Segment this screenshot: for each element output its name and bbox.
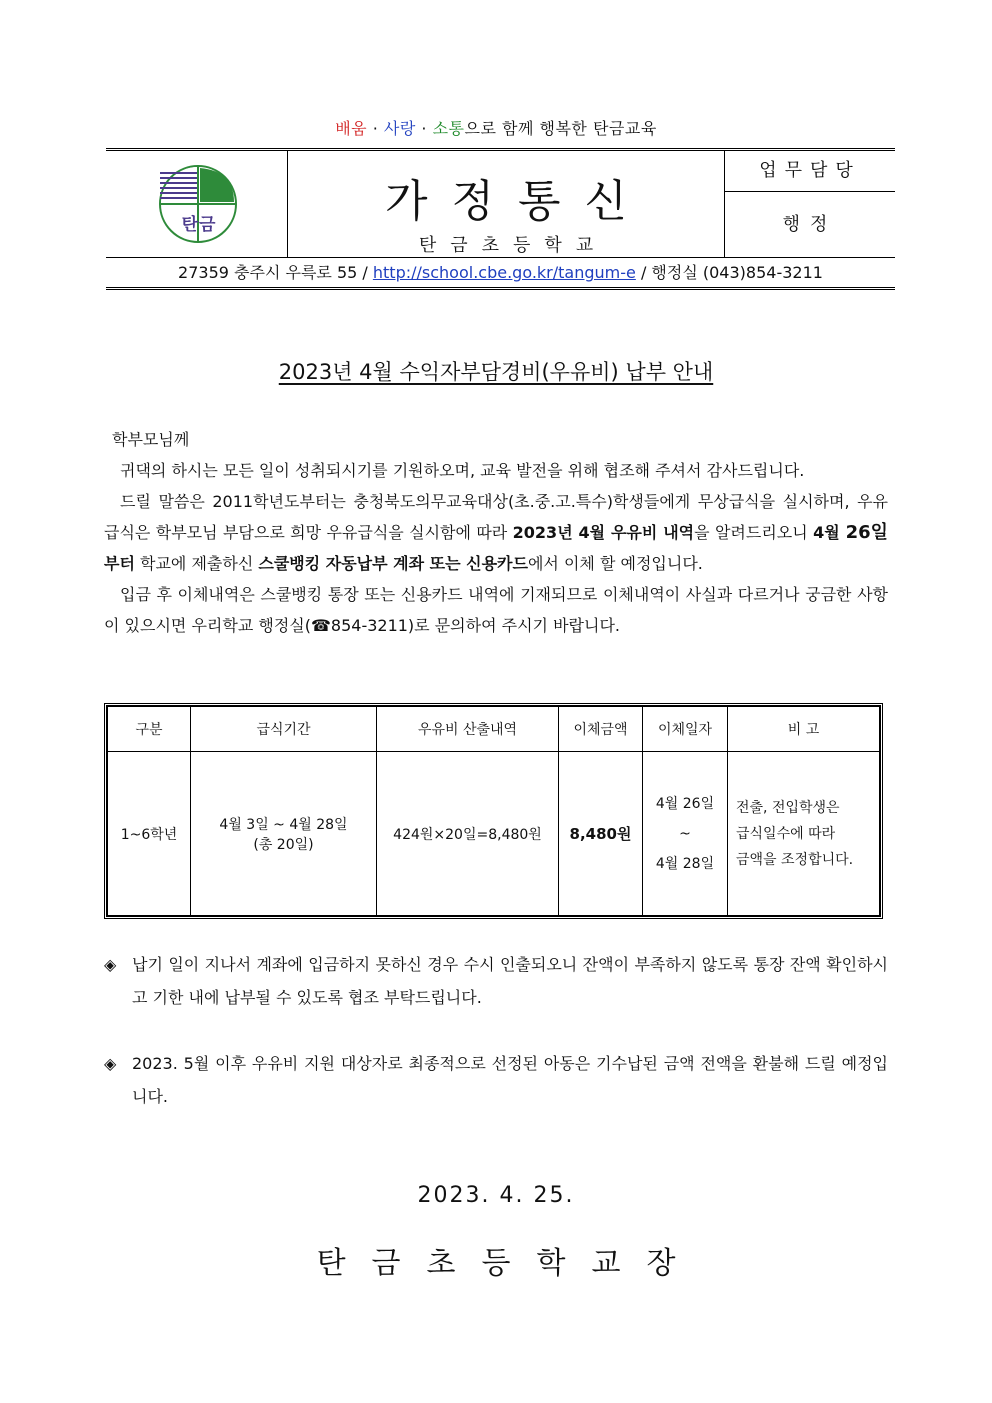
- principal-signature: 탄금초등학교장: [316, 1246, 702, 1281]
- paragraph-2: 드릴 말씀은 2011학년도부터는 충청북도의무교육대상(초.중.고.특수)학생들에게 무상급식을 실시하며, 우유급식은 학부모님 부담으로 희망 우유급식을 실시함에 따라 2023년 4월 우유비 내역을 알려드리오니 4월 26일부터 학교에 제출하신 스쿨뱅킹 자동납부 계좌 또는 신용카드에서 이체 할 예정입니다.: [104, 492, 888, 573]
- letter-body: [104, 424, 888, 641]
- cell-period: 4월 3일 ~ 4월 28일 (총 20일): [191, 752, 377, 916]
- cell-calc: 424원×20일=8,480원: [377, 752, 559, 916]
- notice-list: [104, 948, 888, 1113]
- motto-rest: 으로 함께 행복한 탄금교육: [464, 119, 657, 138]
- fee-table: [104, 703, 883, 919]
- col-header-calc: 우유비 산출내역: [377, 707, 559, 752]
- motto-sep-1: ·: [372, 119, 379, 138]
- notice-item: ◈ 2023. 5월 이후 우유비 지원 대상자로 최종적으로 선정된 아동은 기수납된 금액 전액을 환불해 드릴 예정입니다.: [104, 1047, 888, 1113]
- address-suffix: / 행정실 (043)854-3211: [635, 263, 823, 282]
- letterhead: [106, 148, 895, 258]
- table-header-row: [108, 707, 880, 752]
- dept-cell: [725, 151, 895, 258]
- dept-label: 업무담당: [725, 151, 895, 192]
- issue-date: 2023. 4. 25.: [417, 1183, 575, 1208]
- greeting: 학부모님께: [112, 430, 190, 449]
- address-prefix: 27359 충주시 우륵로 55 /: [178, 263, 373, 282]
- logo-text: 탄금: [181, 215, 217, 235]
- school-logo-icon: [106, 151, 288, 258]
- document-title: 2023년 4월 수익자부담경비(우유비) 납부 안내: [278, 360, 714, 384]
- col-header-period: 급식기간: [191, 707, 377, 752]
- table-row: [108, 752, 880, 916]
- col-header-grade: 구분: [108, 707, 191, 752]
- logo-cell: [106, 151, 288, 258]
- col-header-amount: 이체금액: [559, 707, 643, 752]
- address-line: [106, 258, 895, 290]
- cell-dates: 4월 26일 ~ 4월 28일: [643, 752, 728, 916]
- motto-part-1: 배움: [335, 119, 368, 138]
- paragraph-3: 입금 후 이체내역은 스쿨뱅킹 통장 또는 신용카드 내역에 기재되므로 이체내역이 사실과 다르거나 궁금한 사항이 있으시면 우리학교 행정실(☎854-3211)로 문의하여 주시기 바랍니다.: [104, 585, 888, 635]
- motto-sep-2: ·: [421, 119, 427, 138]
- title-cell: [288, 151, 725, 258]
- diamond-bullet-icon: ◈: [104, 1054, 117, 1073]
- school-url-link[interactable]: http://school.cbe.go.kr/tangum-e: [372, 263, 636, 282]
- diamond-bullet-icon: ◈: [104, 955, 117, 974]
- cell-grade: 1~6학년: [108, 752, 191, 916]
- motto-part-2: 사랑: [383, 119, 416, 138]
- school-motto: [0, 116, 992, 139]
- cell-amount: 8,480원: [559, 752, 643, 916]
- motto-part-3: 소통: [432, 119, 465, 138]
- col-header-date: 이체일자: [643, 707, 728, 752]
- cell-note: 전출, 전입학생은 급식일수에 따라 금액을 조정합니다.: [728, 752, 880, 916]
- paragraph-1: 귀댁의 하시는 모든 일이 성취되시기를 기원하오며, 교육 발전을 위해 협조해 주셔서 감사드립니다.: [120, 461, 805, 480]
- dept-value: 행정: [782, 214, 838, 235]
- notice-item: ◈ 납기 일이 지나서 계좌에 입금하지 못하신 경우 수시 인출되오니 잔액이 부족하지 않도록 통장 잔액 확인하시고 기한 내에 납부될 수 있도록 협조 부탁드립니다.: [104, 948, 888, 1014]
- newsletter-title: 가정통신: [384, 176, 651, 227]
- school-name: 탄금초등학교: [418, 235, 608, 256]
- col-header-note: 비 고: [728, 707, 880, 752]
